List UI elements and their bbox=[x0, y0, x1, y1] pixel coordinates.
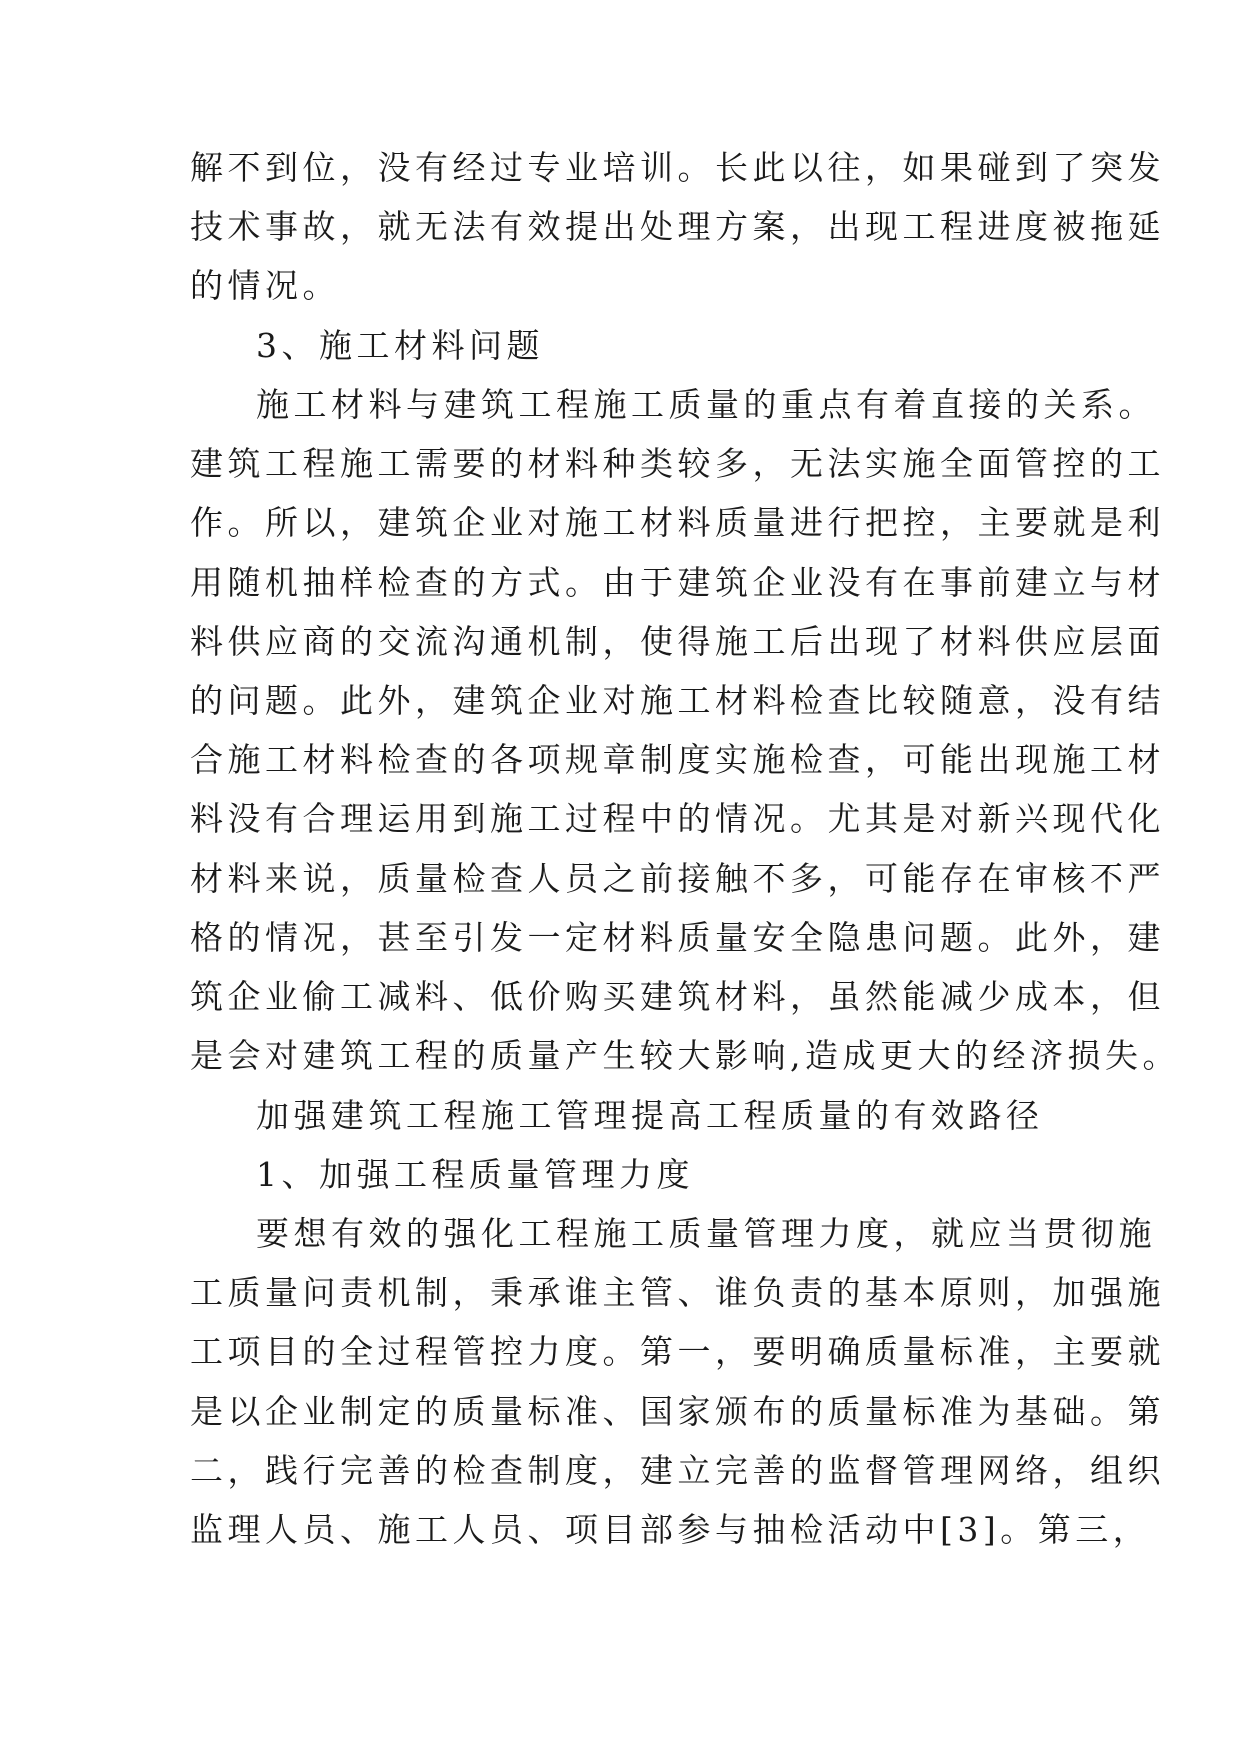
paragraph-line: 的问题。此外，建筑企业对施工材料检查比较随意，没有结 bbox=[190, 681, 1165, 720]
paragraph-line: 筑企业偷工减料、低价购买建筑材料，虽然能减少成本，但 bbox=[190, 977, 1165, 1016]
subsection-heading: 1、加强工程质量管理力度 bbox=[256, 1155, 694, 1194]
paragraph-line: 是会对建筑工程的质量产生较大影响,造成更大的经济损失。 bbox=[190, 1036, 1180, 1075]
paragraph-line: 要想有效的强化工程施工质量管理力度，就应当贯彻施 bbox=[256, 1214, 1156, 1253]
paragraph-line: 料供应商的交流沟通机制，使得施工后出现了材料供应层面 bbox=[190, 622, 1165, 661]
paragraph-line: 解不到位，没有经过专业培训。长此以往，如果碰到了突发 bbox=[190, 148, 1165, 187]
paragraph-line: 作。所以，建筑企业对施工材料质量进行把控，主要就是利 bbox=[190, 503, 1165, 542]
paragraph-line: 是以企业制定的质量标准、国家颁布的质量标准为基础。第 bbox=[190, 1392, 1165, 1431]
section-heading: 3、施工材料问题 bbox=[256, 326, 544, 365]
paragraph-line: 材料来说，质量检查人员之前接触不多，可能存在审核不严 bbox=[190, 859, 1165, 898]
paragraph-line: 技术事故，就无法有效提出处理方案，出现工程进度被拖延 bbox=[190, 207, 1165, 246]
paragraph-line: 料没有合理运用到施工过程中的情况。尤其是对新兴现代化 bbox=[190, 799, 1165, 838]
paragraph-line: 的情况。 bbox=[190, 266, 340, 305]
paragraph-line: 监理人员、施工人员、项目部参与抽检活动中[3]。第三， bbox=[190, 1510, 1151, 1549]
paragraph-line: 建筑工程施工需要的材料种类较多，无法实施全面管控的工 bbox=[190, 444, 1165, 483]
paragraph-line: 工质量问责机制，秉承谁主管、谁负责的基本原则，加强施 bbox=[190, 1273, 1165, 1312]
paragraph-line: 工项目的全过程管控力度。第一，要明确质量标准，主要就 bbox=[190, 1332, 1165, 1371]
paragraph-line: 格的情况，甚至引发一定材料质量安全隐患问题。此外，建 bbox=[190, 918, 1165, 957]
paragraph-line: 合施工材料检查的各项规章制度实施检查，可能出现施工材 bbox=[190, 740, 1165, 779]
paragraph-line: 二，践行完善的检查制度，建立完善的监督管理网络，组织 bbox=[190, 1451, 1165, 1490]
section-heading: 加强建筑工程施工管理提高工程质量的有效路径 bbox=[256, 1096, 1044, 1135]
paragraph-line: 用随机抽样检查的方式。由于建筑企业没有在事前建立与材 bbox=[190, 563, 1165, 602]
paragraph-line: 施工材料与建筑工程施工质量的重点有着直接的关系。 bbox=[256, 385, 1156, 424]
